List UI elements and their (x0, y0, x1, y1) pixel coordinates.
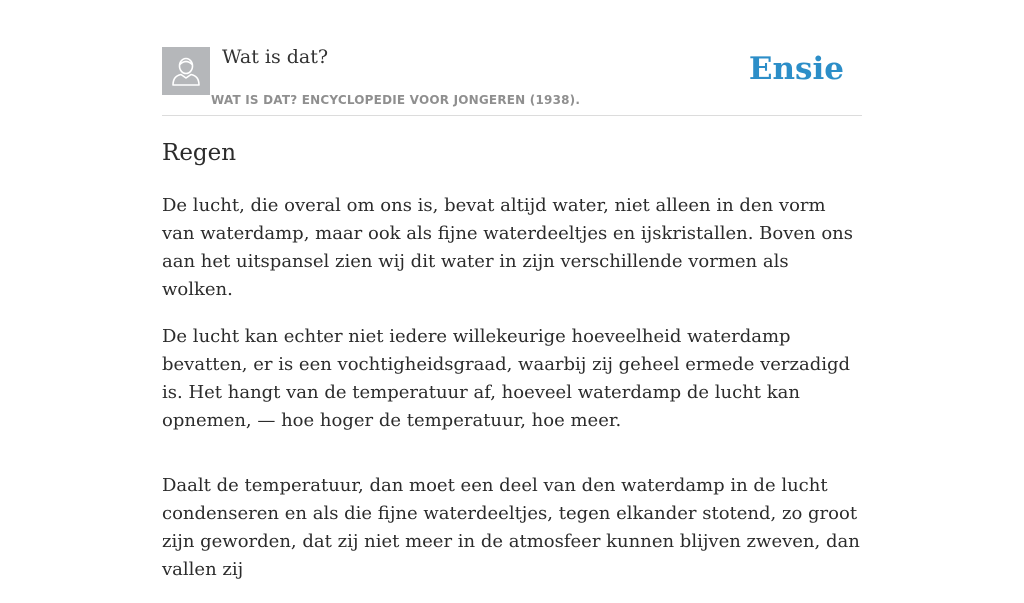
article-paragraph: De lucht kan echter niet iedere willekeurige hoeveelheid waterdamp bevatten, er is een vochtigheidsgraad, waarbij zij geheel ermede verzadigd is. Het hangt van de temperatuur af, hoeveel waterdamp de lucht kan opnemen, — hoe hoger de temperatuur, hoe meer. (162, 326, 851, 431)
article-paragraph: De lucht, die overal om ons is, bevat altijd water, niet alleen in den vorm van waterdamp, maar ook als fijne waterdeeltjes en ijskristallen. Boven ons aan het uitspansel zien wij dit water in zijn verschillende vormen als wolken. (162, 195, 854, 300)
source-header (162, 46, 862, 116)
source-subtitle[interactable]: WAT IS DAT? ENCYCLOPEDIE VOOR JONGEREN (1938). (211, 93, 581, 107)
article-title: Regen (162, 140, 237, 166)
source-title[interactable]: Wat is dat? (222, 46, 329, 68)
article-paragraph: Daalt de temperatuur, dan moet een deel van den waterdamp in de lucht condenseren en als die fijne waterdeeltjes, tegen elkander stotend, zo groot zijn geworden, dat zij niet meer in de atmosfeer kunnen blijven zweven, dan vallen zij (162, 475, 860, 580)
article-body (162, 192, 862, 603)
ensie-logo[interactable]: Ensie (748, 51, 844, 87)
user-silhouette-icon[interactable] (162, 47, 210, 95)
